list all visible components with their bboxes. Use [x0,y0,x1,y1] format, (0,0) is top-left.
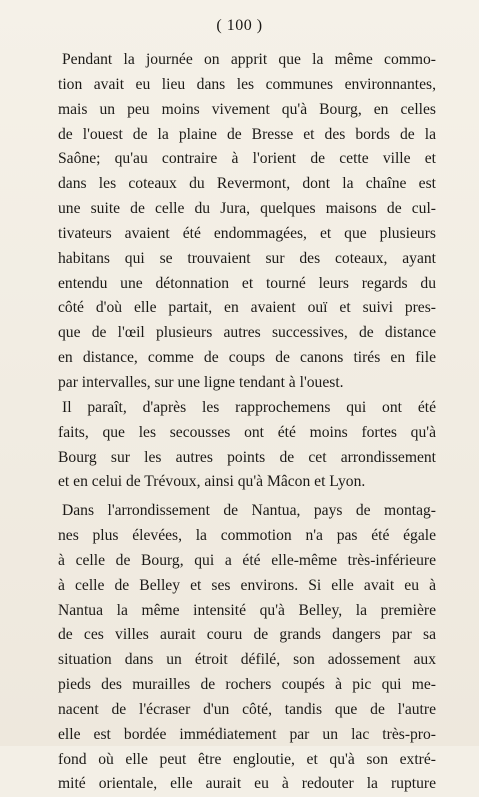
text-line: tivateurs avaient été endommagées, et que plusieurs [58,224,436,242]
text-line: de l'ouest de la plaine de Bresse et des bords de la [58,125,436,143]
text-line: Dans l'arrondissement de Nantua, pays de montag- [62,502,436,520]
text-line: Pendant la journée on apprit que la même commo- [62,51,436,68]
text-line: en distance, comme de coups de canons tirés en file [58,349,436,367]
text-line: entendu une détonnation et tourné leurs regards du [58,274,436,292]
text-line: tion avait eu lieu dans les communes environnantes, [58,75,436,93]
text-line: elle est bordée immédiatement par un lac très-pro- [58,725,436,743]
text-line: pieds des murailles de rochers coupés à pic qui me- [58,676,436,694]
text-line: mais un peu moins vivement qu'à Bourg, en celles [58,100,436,118]
text-line: par intervalles, sur une ligne tendant à l'ouest. [58,373,344,391]
text-line: côté d'où elle partait, en avaient ouï et suivi pres- [58,299,436,317]
text-line: à celle de Bourg, qui a été elle-même très-inférieure [58,551,436,569]
text-line: à celle de Belley et ses environs. Si elle avait eu à [58,576,436,594]
body-text [58,48,436,797]
text-line: nacent de l'écraser d'un côté, tandis que de l'autre [58,700,436,718]
text-line: habitans qui se trouvaient sur des coteaux, ayant [58,249,436,267]
text-line: une suite de celle du Jura, quelques maisons de cul- [58,200,436,218]
paragraph-1 [58,48,436,396]
text-line: mité orientale, elle aurait eu à redouter la rupture [58,775,436,793]
text-line: de ces villes aurait couru de grands dangers par sa [58,626,436,644]
text-line: nes plus élevées, la commotion n'a pas été égale [58,527,436,545]
text-line: et en celui de Trévoux, ainsi qu'à Mâcon et Lyon. [58,473,366,491]
text-line: Bourg sur les autres points de cet arrondissement [58,448,436,466]
text-line: dans les coteaux du Revermont, dont la chaîne est [58,175,436,193]
paragraph-3 [58,499,436,797]
text-line: fond où elle peut être engloutie, et qu'à son extré- [58,750,436,768]
text-line: Nantua la même intensité qu'à Belley, la première [58,601,436,619]
page-number: ( 100 ) [216,17,263,34]
text-line: situation dans un étroit défilé, son adossement aux [58,651,436,669]
text-line: Il paraît, d'après les rapprochemens qui ont été [62,398,436,416]
text-line: faits, que les secousses ont été moins fortes qu'à [58,423,436,441]
paragraph-2 [58,396,436,495]
text-line: que de l'œil plusieurs autres successives, de distance [58,324,436,342]
text-line: Saône; qu'au contraire à l'orient de cette ville et [58,150,436,168]
